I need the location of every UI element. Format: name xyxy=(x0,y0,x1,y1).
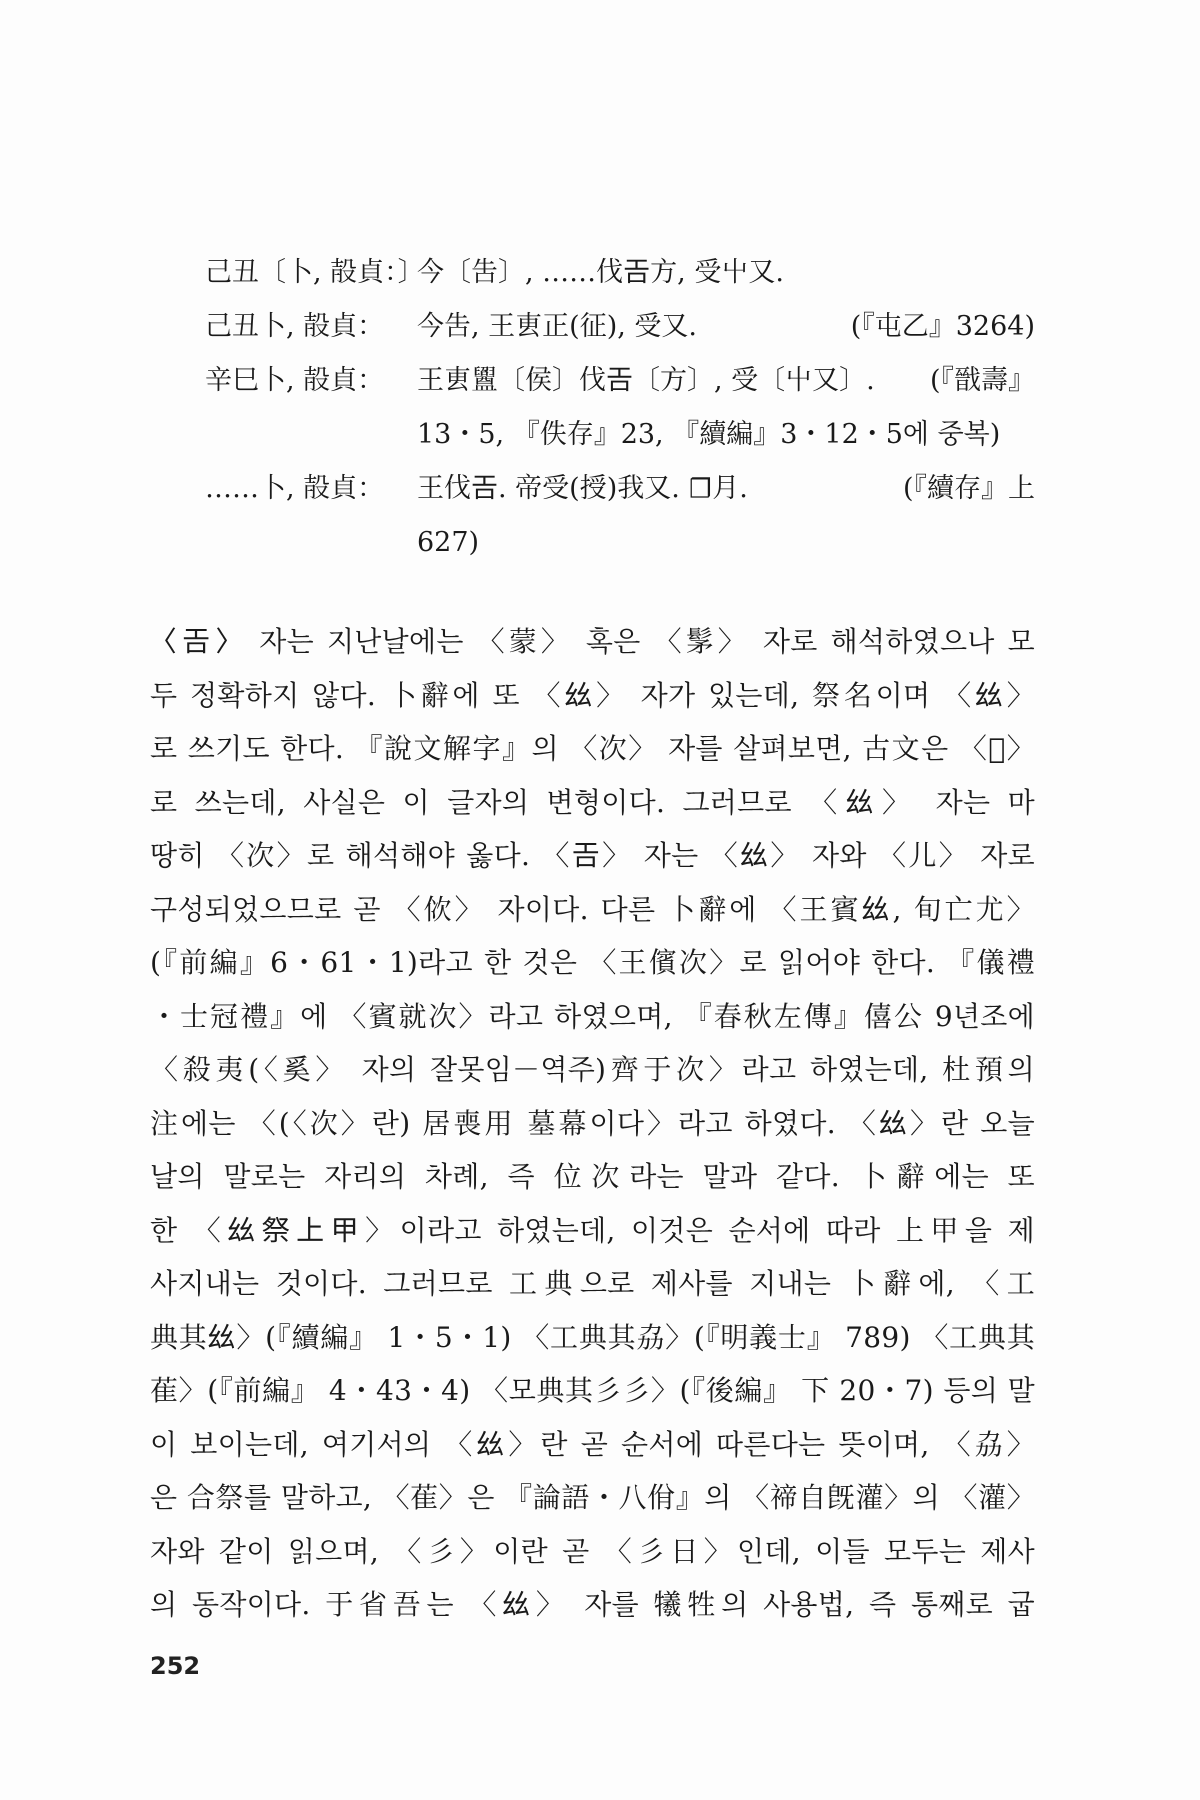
text-line: 자와 같이 읽으며, 〈彡〉이란 곧 〈彡日〉인데, 이들 모두는 제사 xyxy=(150,1534,1035,1568)
text-line: 로 쓰기도 한다. 『說文解字』의 〈次〉 자를 살펴보면, 古文은 〈𠘬〉 xyxy=(150,732,1035,765)
inscription-text: 王叀𥃝〔侯〕伐𢀛〔方〕, 受〔屮又〕. xyxy=(417,365,875,396)
text-line: 두 정확하지 않다. 卜辭에 또 〈𢆶〉 자가 있는데, 祭名이며 〈𢆶〉 xyxy=(150,678,1035,712)
body-paragraph xyxy=(150,615,1035,1632)
oracle-inscriptions xyxy=(205,246,1035,570)
text-line: 〈殺夷(〈奚〉 자의 잘못임－역주)齊于次〉라고 하였는데, 杜預의 xyxy=(150,1053,1035,1086)
inscription-source: (『戩壽』 xyxy=(929,365,1035,396)
inscription-line xyxy=(205,462,1035,516)
inscription-text: 今〔吿〕, ……伐𢀛方, 受屮又. xyxy=(417,257,784,288)
inscription-text: 13・5, 『佚存』23, 『續編』3・12・5에 중복) xyxy=(417,419,1001,450)
text-line: 사지내는 것이다. 그러므로 工典으로 제사를 지내는 卜辭에, 〈工 xyxy=(150,1267,1035,1300)
inscription-continuation xyxy=(205,516,1035,570)
inscription-text: 王伐𢀛. 帝受(授)我又. ☐月. xyxy=(417,473,748,504)
text-line: 땅히 〈次〉로 해석해야 옳다. 〈𢀛〉 자는 〈𢆶〉 자와 〈儿〉 자로 xyxy=(150,839,1035,872)
inscription-text: 627) xyxy=(417,527,480,558)
text-line: 구성되었으므로 곧 〈佽〉 자이다. 다른 卜辭에 〈王賓𢆶, 旬亡尤〉 xyxy=(150,892,1035,926)
text-line: 의 동작이다. 于省吾는 〈𢆶〉 자를 犧牲의 사용법, 즉 통째로 굽 xyxy=(150,1588,1035,1621)
inscription-line xyxy=(205,300,1035,354)
inscription-line xyxy=(205,354,1035,408)
inscription-source: (『續存』上 xyxy=(902,473,1035,504)
text-line: 萑〉(『前編』 4・43・4) 〈모典其彡彡〉(『後編』 下 20・7) 등의 말 xyxy=(150,1374,1035,1407)
inscription-line xyxy=(205,246,1035,300)
text-line: 은 合祭를 말하고, 〈萑〉은 『論語・八佾』의 〈禘自旣灌〉의 〈灌〉 xyxy=(150,1481,1035,1514)
inscription-text: 今吿, 王叀正(征), 受又. xyxy=(417,311,697,342)
inscription-label: 己丑卜, 㱿貞： xyxy=(205,311,385,342)
text-line: 한 〈𢆶祭上甲〉이라고 하였는데, 이것은 순서에 따라 上甲을 제 xyxy=(150,1213,1035,1247)
text-line: 典其𢆶〉(『續編』 1・5・1) 〈工典其劦〉(『明義士』 789) 〈工典其 xyxy=(150,1320,1035,1354)
inscription-label: 辛巳卜, 㱿貞： xyxy=(205,365,385,396)
text-line: 로 쓰는데, 사실은 이 글자의 변형이다. 그러므로 〈𢆶〉 자는 마 xyxy=(150,785,1035,819)
text-line: 이 보이는데, 여기서의 〈𢆶〉란 곧 순서에 따른다는 뜻이며, 〈劦〉 xyxy=(150,1427,1035,1461)
text-line: ・士冠禮』에 〈賓就次〉라고 하였으며, 『春秋左傳』僖公 9년조에 xyxy=(150,999,1035,1033)
text-line: 날의 말로는 자리의 차례, 즉 位次라는 말과 같다. 卜辭에는 또 xyxy=(150,1160,1035,1193)
inscription-source: (『屯乙』3264) xyxy=(850,311,1035,342)
inscription-continuation xyxy=(205,408,1035,462)
inscription-label: ……卜, 㱿貞： xyxy=(205,473,385,504)
page-number: 252 xyxy=(150,1652,201,1680)
text-line: 注에는 〈(〈次〉란) 居喪用 墓幕이다〉라고 하였다. 〈𢆶〉란 오늘 xyxy=(150,1106,1035,1140)
inscription-label: 己丑〔卜, 㱿貞：〕 xyxy=(205,257,425,288)
text-line: 〈𢀛〉 자는 지난날에는 〈蒙〉 혹은 〈髳〉 자로 해석하였으나 모 xyxy=(150,625,1035,658)
text-line: (『前編』6・61・1)라고 한 것은 〈王儐次〉로 읽어야 한다. 『儀禮 xyxy=(150,946,1035,979)
